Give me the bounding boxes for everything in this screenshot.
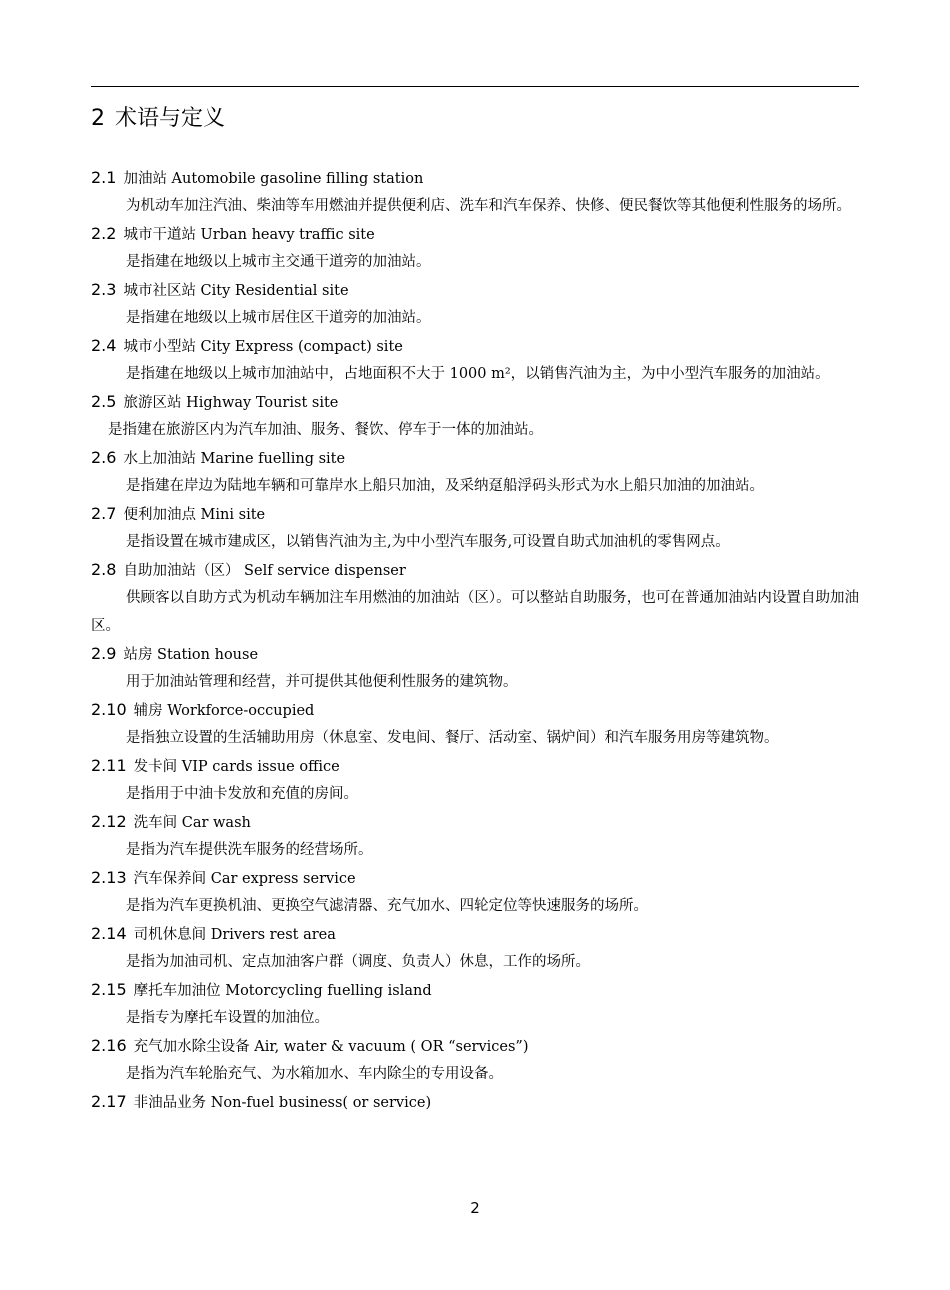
term-definition: 用于加油站管理和经营，并可提供其他便利性服务的建筑物。 [126, 674, 518, 690]
term-definition: 是指用于中油卡发放和充值的房间。 [126, 786, 358, 802]
term-title: 加油站 Automobile gasoline filling station [123, 171, 424, 187]
term-number: 2.15 [91, 980, 127, 999]
term-entry [91, 556, 859, 640]
term-entry [91, 976, 859, 1032]
term-heading [91, 388, 859, 416]
term-definition: 是指为汽车更换机油、更换空气滤清器、充气加水、四轮定位等快速服务的场所。 [126, 898, 648, 914]
term-entry [91, 500, 859, 556]
term-title: 充气加水除尘设备 Air, water & vacuum ( OR “services”) [133, 1039, 529, 1055]
term-title: 发卡间 VIP cards issue office [133, 759, 340, 775]
term-definition: 是指为加油司机、定点加油客户群（调度、负责人）休息，工作的场所。 [126, 954, 590, 970]
term-entry [91, 164, 859, 220]
term-entry [91, 640, 859, 696]
term-title: 摩托车加油位 Motorcycling fuelling island [133, 983, 432, 999]
term-title: 非油品业务 Non-fuel business( or service) [133, 1095, 432, 1111]
page-number: 2 [470, 1199, 480, 1217]
term-title: 洗车间 Car wash [133, 815, 251, 831]
term-entry [91, 1032, 859, 1088]
term-title: 司机休息间 Drivers rest area [133, 927, 336, 943]
term-definition: 供顾客以自助方式为机动车辆加注车用燃油的加油站（区）。可以整站自助服务，也可在普通加油站内设置自助加油区。 [91, 590, 859, 634]
term-title: 站房 Station house [123, 647, 259, 663]
term-entry [91, 920, 859, 976]
term-title: 便利加油点 Mini site [123, 507, 266, 523]
term-heading [91, 164, 859, 192]
term-number: 2.17 [91, 1092, 127, 1111]
section-number: 2 [91, 106, 105, 131]
term-definition: 为机动车加注汽油、柴油等车用燃油并提供便利店、洗车和汽车保养、快修、便民餐饮等其他便利性服务的场所。 [126, 198, 851, 214]
term-definition: 是指为汽车提供洗车服务的经营场所。 [126, 842, 373, 858]
term-heading [91, 976, 859, 1004]
term-entry [91, 864, 859, 920]
term-title: 水上加油站 Marine fuelling site [123, 451, 346, 467]
section-title-text: 术语与定义 [115, 106, 226, 131]
term-entry [91, 752, 859, 808]
term-definition: 是指建在旅游区内为汽车加油、服务、餐饮、停车于一体的加油站。 [108, 422, 543, 438]
term-heading [91, 920, 859, 948]
term-heading [91, 556, 859, 584]
term-entry [91, 808, 859, 864]
term-number: 2.8 [91, 560, 117, 579]
term-definition: 是指为汽车轮胎充气、为水箱加水、车内除尘的专用设备。 [126, 1066, 503, 1082]
terms-list [91, 164, 859, 1116]
term-number: 2.9 [91, 644, 117, 663]
term-heading [91, 1088, 859, 1116]
term-number: 2.16 [91, 1036, 127, 1055]
term-title: 旅游区站 Highway Tourist site [123, 395, 339, 411]
term-definition: 是指设置在城市建成区，以销售汽油为主,为中小型汽车服务,可设置自助式加油机的零售网点。 [126, 534, 730, 550]
term-heading [91, 332, 859, 360]
term-entry [91, 1088, 859, 1116]
term-number: 2.10 [91, 700, 127, 719]
term-heading [91, 220, 859, 248]
term-entry [91, 220, 859, 276]
term-number: 2.12 [91, 812, 127, 831]
term-heading [91, 696, 859, 724]
term-number: 2.11 [91, 756, 127, 775]
term-entry [91, 388, 859, 444]
header-rule [91, 86, 859, 87]
term-definition: 是指建在地级以上城市主交通干道旁的加油站。 [126, 254, 431, 270]
term-number: 2.4 [91, 336, 117, 355]
term-title: 自助加油站（区） Self service dispenser [123, 563, 406, 579]
term-entry [91, 332, 859, 388]
term-number: 2.6 [91, 448, 117, 467]
term-heading [91, 640, 859, 668]
term-definition: 是指独立设置的生活辅助用房（休息室、发电间、餐厅、活动室、锅炉间）和汽车服务用房等建筑物。 [126, 730, 779, 746]
term-heading [91, 276, 859, 304]
term-entry [91, 276, 859, 332]
term-number: 2.7 [91, 504, 117, 523]
term-number: 2.13 [91, 868, 127, 887]
term-entry [91, 696, 859, 752]
term-entry [91, 444, 859, 500]
term-number: 2.14 [91, 924, 127, 943]
term-definition: 是指建在地级以上城市居住区干道旁的加油站。 [126, 310, 431, 326]
term-heading [91, 444, 859, 472]
term-definition: 是指专为摩托车设置的加油位。 [126, 1010, 329, 1026]
term-heading [91, 808, 859, 836]
term-heading [91, 1032, 859, 1060]
term-title: 城市小型站 City Express (compact) site [123, 339, 403, 355]
section-heading [91, 104, 225, 134]
term-heading [91, 752, 859, 780]
term-number: 2.1 [91, 168, 117, 187]
term-number: 2.3 [91, 280, 117, 299]
term-number: 2.2 [91, 224, 117, 243]
term-title: 辅房 Workforce-occupied [133, 703, 315, 719]
term-definition: 是指建在地级以上城市加油站中，占地面积不大于 1000 m²，以销售汽油为主，为中小型汽车服务的加油站。 [126, 366, 830, 382]
term-title: 汽车保养间 Car express service [133, 871, 356, 887]
term-title: 城市干道站 Urban heavy traffic site [123, 227, 375, 243]
term-title: 城市社区站 City Residential site [123, 283, 349, 299]
term-number: 2.5 [91, 392, 117, 411]
term-definition: 是指建在岸边为陆地车辆和可靠岸水上船只加油，及采纳趸船浮码头形式为水上船只加油的加油站。 [126, 478, 764, 494]
term-heading [91, 864, 859, 892]
term-heading [91, 500, 859, 528]
